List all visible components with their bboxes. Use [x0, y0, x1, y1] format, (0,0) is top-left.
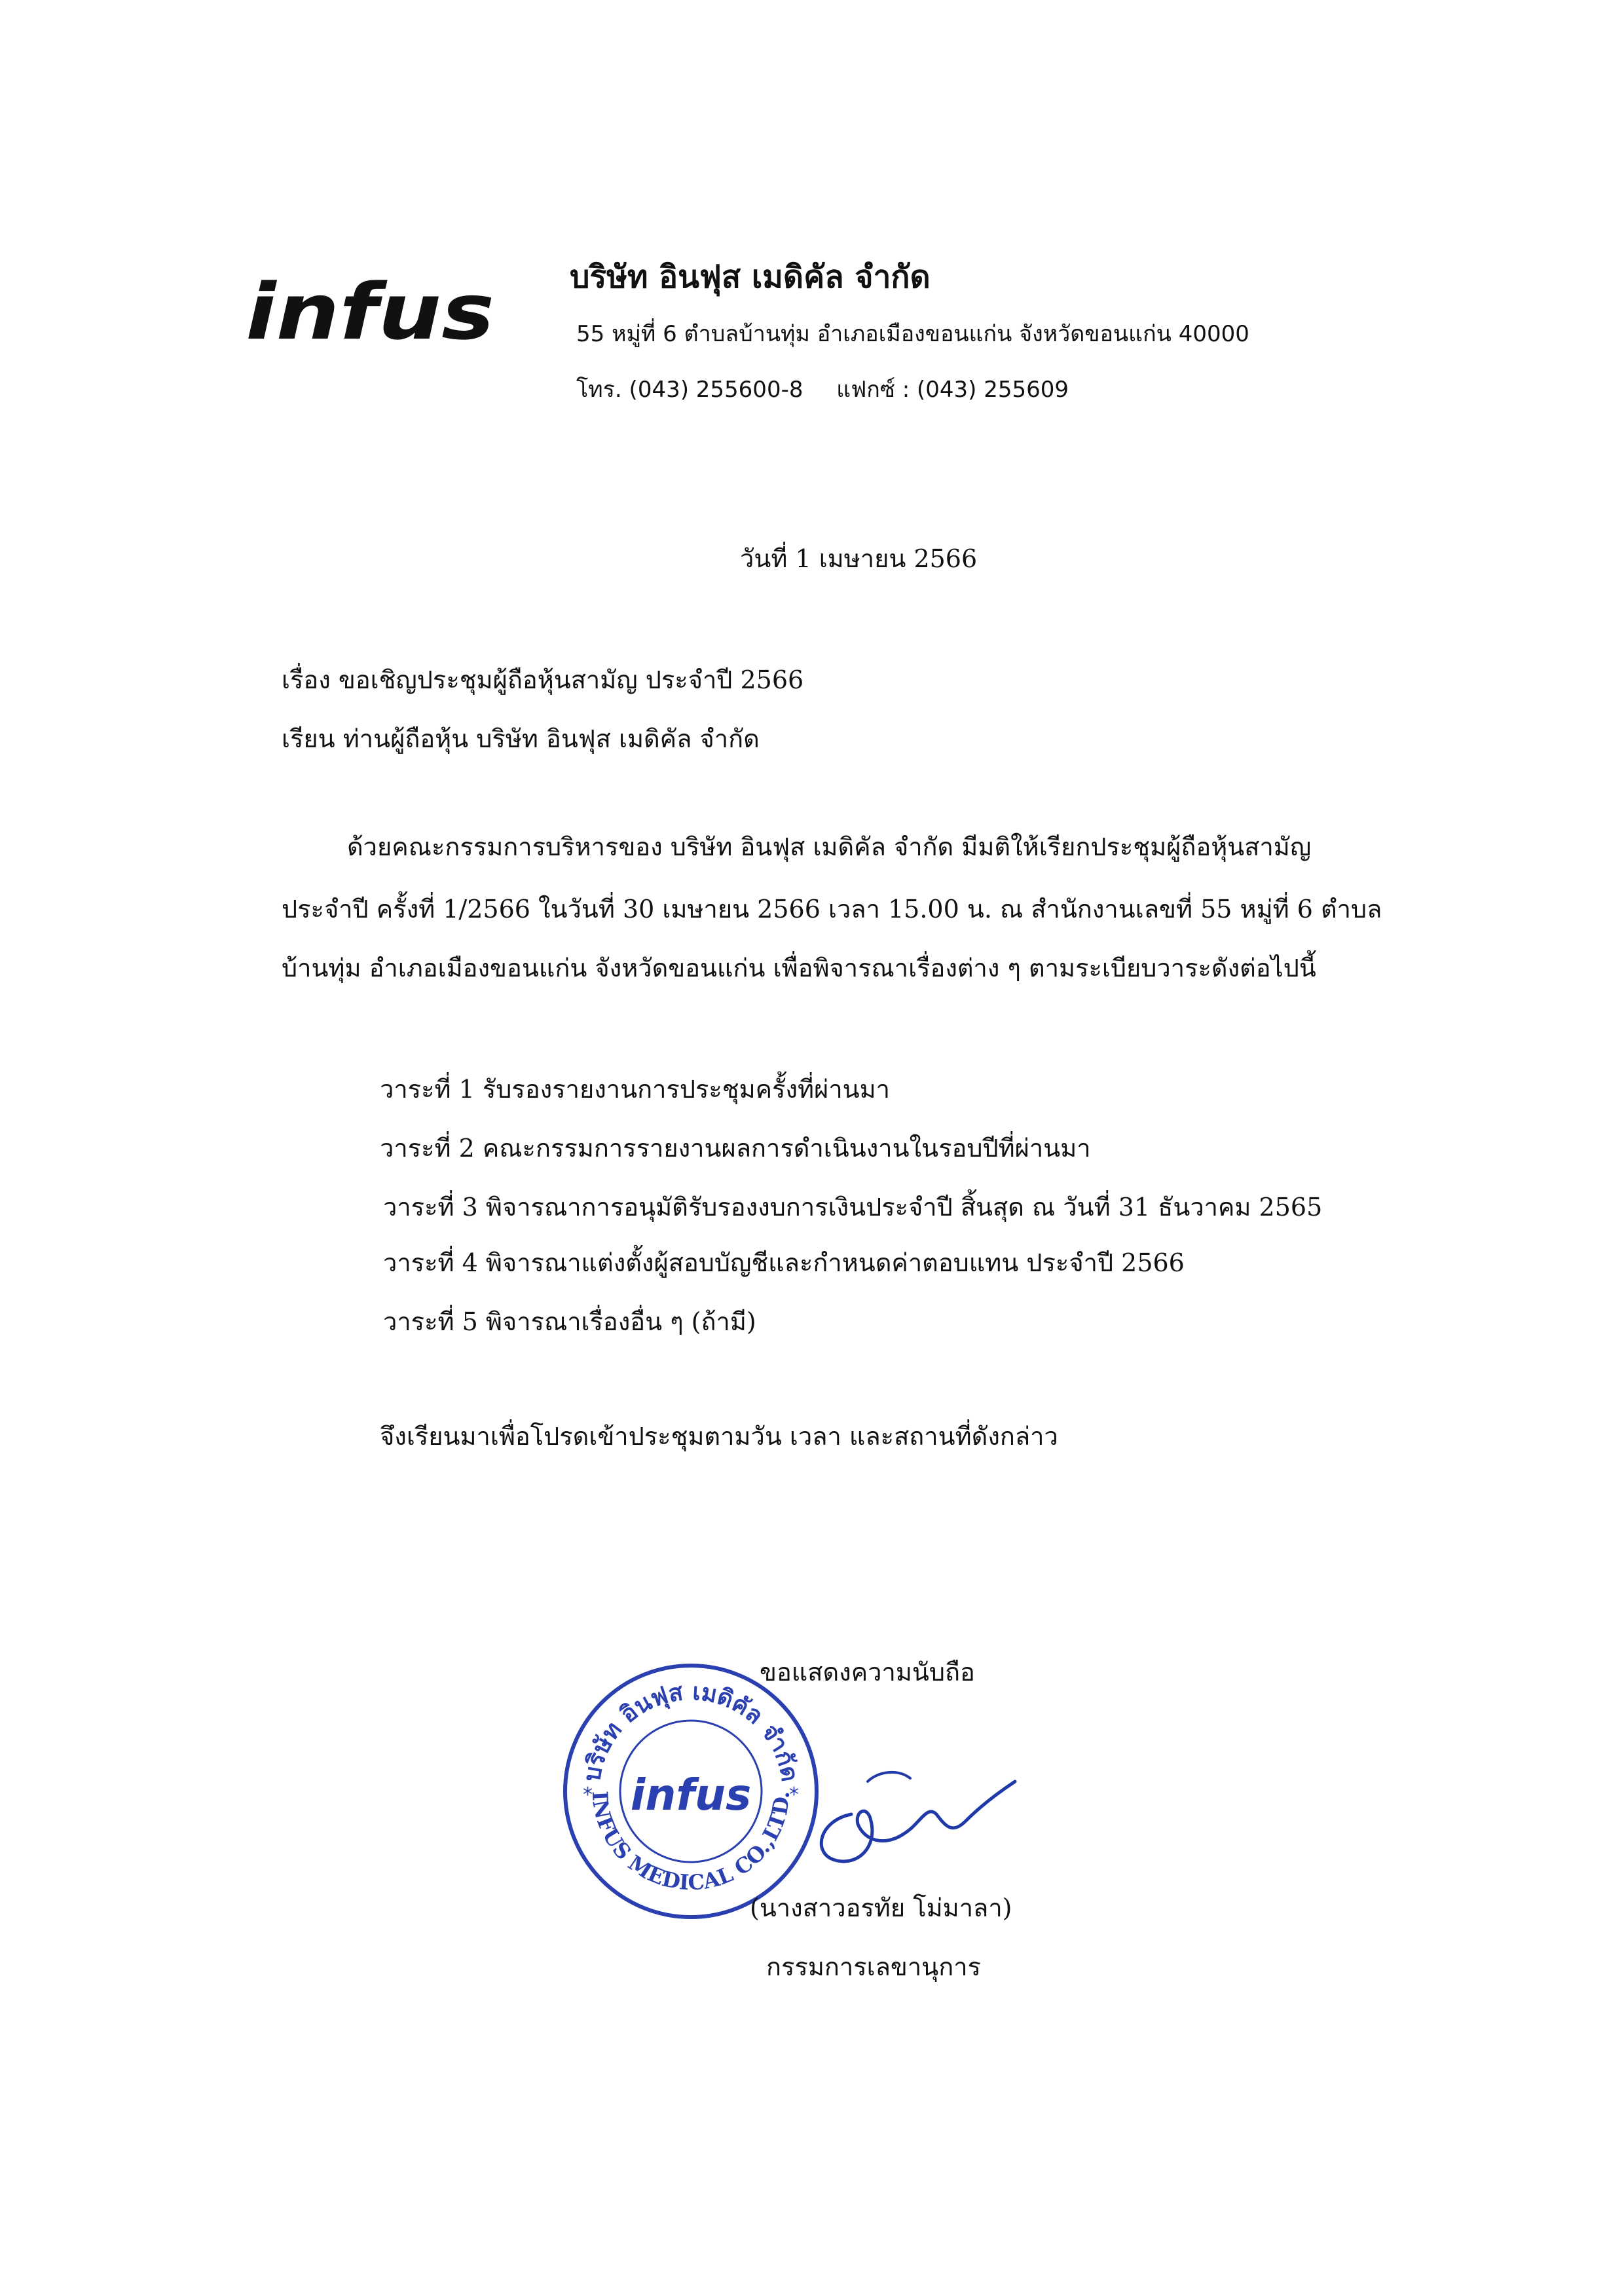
- signature: [805, 1742, 1028, 1873]
- stamp-logo-text: infus: [630, 1770, 752, 1820]
- stamp-thai-text: บริษัท อินฟุส เมดิคัล จำกัด: [578, 1678, 803, 1784]
- stamp-star-left: *: [583, 1783, 593, 1806]
- infus-logo: [246, 278, 498, 350]
- logo-text: infus: [246, 278, 494, 350]
- signer-name: (นางสาวอรทัย โม่มาลา): [750, 1894, 1012, 1922]
- regards-line: ขอแสดงความนับถือ: [760, 1658, 975, 1687]
- paragraph-line: ด้วยคณะกรรมการบริหารของ บริษัท อินฟุส เมดิคัล จำกัด มีมติให้เรียกประชุมผู้ถือหุ้นสามัญ: [347, 832, 1312, 861]
- closing-line: จึงเรียนมาเพื่อโปรดเข้าประชุมตามวัน เวลา และสถานที่ดังกล่าว: [380, 1422, 1058, 1451]
- agenda-item: วาระที่ 5 พิจารณาเรื่องอื่น ๆ (ถ้ามี): [383, 1307, 756, 1336]
- agenda-item: วาระที่ 3 พิจารณาการอนุมัติรับรองงบการเงินประจำปี สิ้นสุด ณ วันที่ 31 ธันวาคม 2565: [383, 1193, 1323, 1222]
- stamp-english-text: INFUS MEDICAL CO.,LTD.: [587, 1790, 795, 1895]
- company-address: 55 หมู่ที่ 6 ตำบลบ้านทุ่ม อำเภอเมืองขอนแก่น จังหวัดขอนแก่น 40000: [576, 321, 1249, 347]
- paragraph-line: ประจำปี ครั้งที่ 1/2566 ในวันที่ 30 เมษายน 2566 เวลา 15.00 น. ณ สำนักงานเลขที่ 55 หมู่ที่ 6 ตำบล: [282, 895, 1382, 924]
- agenda-item: วาระที่ 4 พิจารณาแต่งตั้งผู้สอบบัญชีและกำหนดค่าตอบแทน ประจำปี 2566: [383, 1248, 1185, 1277]
- letter-date: วันที่ 1 เมษายน 2566: [740, 544, 978, 573]
- agenda-item: วาระที่ 2 คณะกรรมการรายงานผลการดำเนินงานในรอบปีที่ผ่านมา: [380, 1134, 1091, 1163]
- stamp-star-right: *: [789, 1783, 799, 1806]
- company-phone: โทร. (043) 255600-8: [576, 377, 803, 403]
- company-contact: [576, 377, 1069, 403]
- signer-title: กรรมการเลขานุการ: [766, 1952, 981, 1981]
- company-fax: แฟกซ์ : (043) 255609: [836, 377, 1069, 403]
- agenda-item: วาระที่ 1 รับรองรายงานการประชุมครั้งที่ผ่านมา: [380, 1075, 891, 1104]
- letter-recipient: เรียน ท่านผู้ถือหุ้น บริษัท อินฟุส เมดิคัล จำกัด: [282, 724, 760, 753]
- company-stamp: [560, 1660, 822, 1922]
- letter-subject: เรื่อง ขอเชิญประชุมผู้ถือหุ้นสามัญ ประจำปี 2566: [282, 665, 804, 694]
- company-name: บริษัท อินฟุส เมดิคัล จำกัด: [570, 259, 931, 295]
- paragraph-line: บ้านทุ่ม อำเภอเมืองขอนแก่น จังหวัดขอนแก่น เพื่อพิจารณาเรื่องต่าง ๆ ตามระเบียบวาระดังต่อไปนี้: [282, 954, 1316, 982]
